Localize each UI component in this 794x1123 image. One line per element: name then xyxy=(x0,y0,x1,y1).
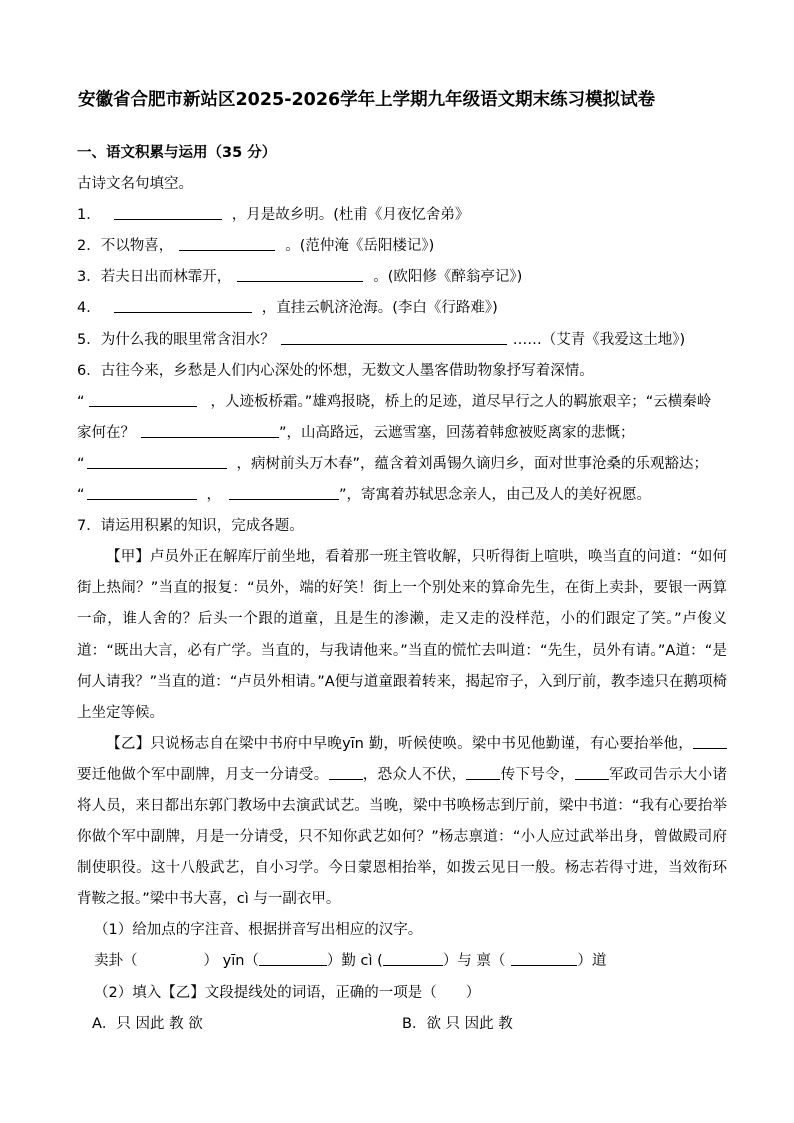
question-text: 5．为什么我的眼里常含泪水？ xyxy=(77,331,275,348)
question-6-line-1 xyxy=(77,387,727,418)
answer-options xyxy=(77,1009,727,1040)
passage-yi xyxy=(77,729,727,916)
question-text: ”，山高路远，云遮雪塞，回荡着韩愈被贬离家的悲慨； xyxy=(279,424,635,441)
answer-blank[interactable] xyxy=(229,484,339,500)
question-text: ，直挂云帆济沧海。(李白《行路难》) xyxy=(261,300,498,317)
question-1 xyxy=(77,200,727,231)
question-text: ，人迹板桥霜。”雄鸡报晓，桥上的足迹，道尽早行之人的羁旅艰辛；“云横秦岭 xyxy=(210,393,712,410)
question-6-line-4 xyxy=(77,480,727,511)
question-text: 。(欧阳修《醉翁亭记》) xyxy=(373,269,523,286)
question-text: ，病树前头万木春”，蕴含着刘禹锡久谪归乡，面对世事沧桑的乐观豁达； xyxy=(236,455,709,472)
question-2 xyxy=(77,231,727,262)
question-6-intro: 6．古往今来，乡愁是人们内心深处的怀想，无数文人墨客借助物象抒写着深情。 xyxy=(77,362,594,379)
passage-yi-text: ，恐众人不伏， xyxy=(362,766,467,783)
page-title: 安徽省合肥市新站区2025-2026学年上学期九年级语文期末练习模拟试卷 xyxy=(78,90,656,110)
question-text: 2．不以物喜， xyxy=(77,238,174,255)
answer-blank[interactable] xyxy=(693,733,727,749)
quote-mark: “ xyxy=(77,393,85,410)
answer-blank[interactable] xyxy=(114,297,252,313)
answer-blank[interactable] xyxy=(114,204,222,220)
answer-blank[interactable] xyxy=(383,950,443,966)
question-3 xyxy=(77,262,727,293)
question-text: 3．若夫日出而林霏开， xyxy=(77,269,232,286)
passage-yi-text: 【乙】只说杨志自在梁中书府中早晚yīn 勤，听候使唤。梁中书见他勤谨，有心要抬举他， xyxy=(106,735,693,752)
question-text: 。(范仲淹《岳阳楼记》) xyxy=(285,238,435,255)
passage-yi-text: 军政司告示大小诸将人员，来日都出东郭门教场中去演武试艺。当晚，梁中书唤杨志到厅前，梁中书道：“我有心要抬举你做个军中副牌，月是一分请受，只不知你武艺如何？”杨志禀道：“小人应过武举出身，曾做殿司府制使职役。这十八般武艺，自小习学。今日蒙恩相抬举，如拨云见日一般。杨志若得寸进，当效衔环背鞍之报。”梁中书大喜，cì 与一副衣甲。 xyxy=(77,766,728,908)
sub-question-2: （2）填入【乙】文段提线处的词语，正确的一项是（ ） xyxy=(94,984,481,1001)
option-a[interactable]: A．只 因此 教 欲 xyxy=(92,1015,203,1032)
quote-mark: “ xyxy=(77,487,85,504)
quote-mark: “ xyxy=(77,455,85,472)
question-6-line-3 xyxy=(77,449,727,480)
answer-blank[interactable] xyxy=(237,266,363,282)
answer-blank[interactable] xyxy=(179,235,275,251)
question-7-intro: 7．请运用积累的知识，完成各题。 xyxy=(77,518,304,535)
passage-yi-text: 要迁他做个军中副牌，月支一分请受。 xyxy=(77,766,329,783)
answer-blank[interactable] xyxy=(259,950,327,966)
question-6-line-2 xyxy=(77,418,727,449)
question-text: ……（艾青《我爱这土地》) xyxy=(512,331,686,348)
fill-text: ）勤 cì ( xyxy=(326,953,383,970)
answer-blank[interactable] xyxy=(511,950,577,966)
question-number: 1． xyxy=(77,207,101,224)
answer-blank[interactable] xyxy=(281,329,507,345)
fill-text: 卖卦（ xyxy=(94,953,138,970)
pinyin-fill-row xyxy=(77,946,727,977)
answer-blank[interactable] xyxy=(575,764,609,780)
answer-blank[interactable] xyxy=(141,422,279,438)
passage-yi-text: 传下号令， xyxy=(500,766,575,783)
question-text: ，月是故乡明。(杜甫《月夜忆舍弟》 xyxy=(231,207,470,224)
option-b[interactable]: B．欲 只 因此 教 xyxy=(402,1015,513,1032)
passage-jia xyxy=(77,542,727,729)
sub-question-1: （1）给加点的字注音、根据拼音写出相应的汉字。 xyxy=(94,922,423,939)
question-number: 4． xyxy=(77,300,101,317)
answer-blank[interactable] xyxy=(87,453,227,469)
fill-text: ） yīn（ xyxy=(203,953,259,970)
question-text: 家何在？ xyxy=(77,424,135,441)
section-heading: 一、语文积累与运用（35 分） xyxy=(77,145,277,161)
answer-blank[interactable] xyxy=(89,391,197,407)
section-intro: 古诗文名句填空。 xyxy=(77,176,193,193)
fill-text: ）道 xyxy=(577,953,607,970)
answer-blank[interactable] xyxy=(466,764,500,780)
question-text: ， xyxy=(206,487,222,504)
answer-blank[interactable] xyxy=(329,764,363,780)
fill-text: ）与 禀（ xyxy=(442,953,506,970)
answer-blank[interactable] xyxy=(87,484,197,500)
exam-content xyxy=(77,138,727,1040)
question-5 xyxy=(77,325,727,356)
question-4 xyxy=(77,293,727,324)
question-text: ”，寄寓着苏轼思念亲人，由己及人的美好祝愿。 xyxy=(339,487,652,504)
passage-jia-text: 【甲】卢员外正在解库厅前坐地，看着那一班主管收解，只听得街上喧哄，唤当直的问道：“如何街上热闹？”当直的报复：“员外，端的好笑！街上一个别处来的算命先生，在街上卖卦，要银一两算一命，谁人舍的？后头一个跟的道童，且是生的渗濑，走又走的没样范，小的们跟定了笑。”卢俊义道：“既出大言，必有广学。当直的，与我请他来。”当直的慌忙去叫道：“先生，员外有请。”A道：“是何人请我？”当直的道：“卢员外相请。”A便与道童跟着转来，揭起帘子，入到厅前，教李逵只在鹅项椅上坐定等候。 xyxy=(77,549,727,721)
